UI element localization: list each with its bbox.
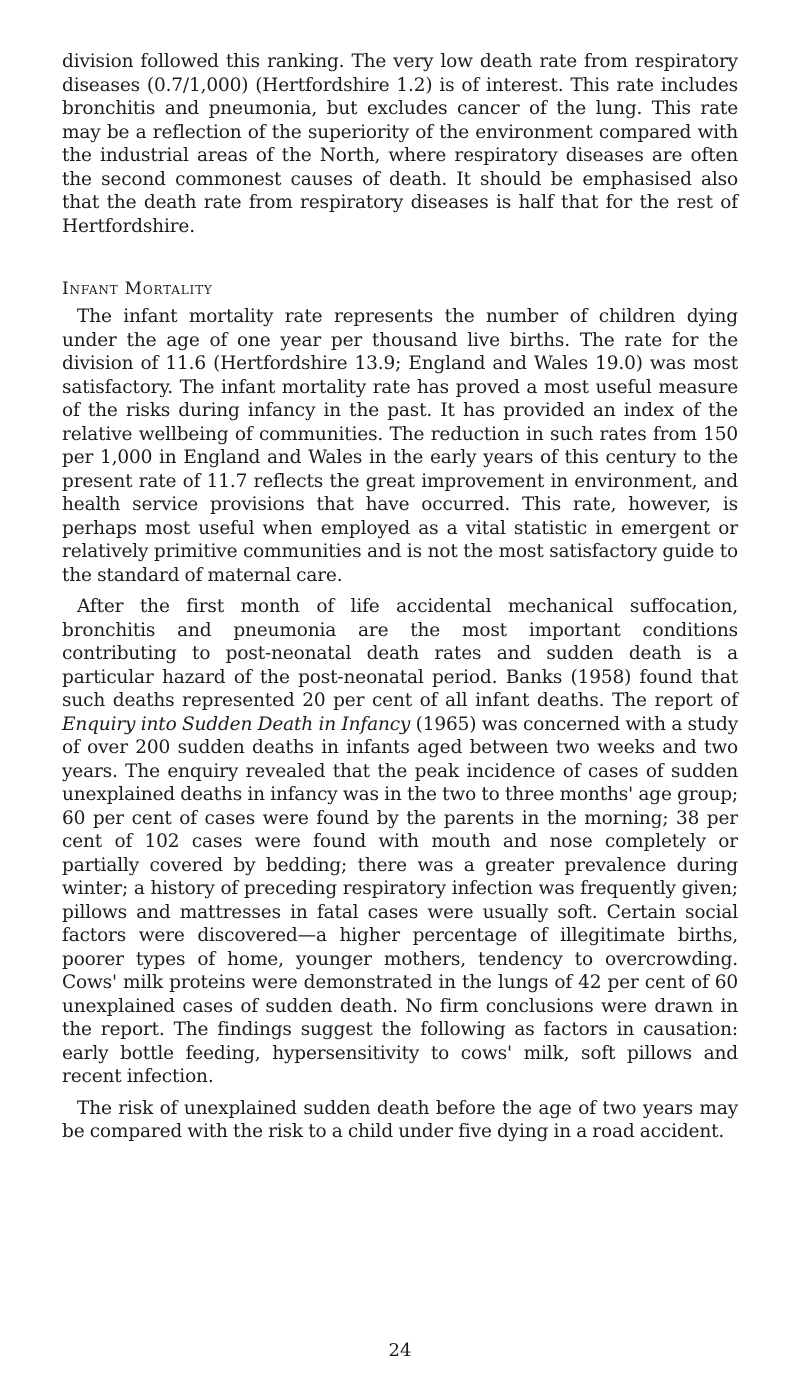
page-number: 24 bbox=[388, 1340, 412, 1361]
paragraph-infant-mortality: The infant mortality rate represents the number of children dying under the age of one year per thousand live births. The rate for the division of 11.6 (Hertfordshire 13.9; England and Wales 19.0) was most satisfactory. The infant mortality rate has proved a most useful measure of the risks during infancy in the past. It has provided an index of the relative wellbeing of communities. The reduction in such rates from 150 per 1,000 in England and Wales in the early years of this century to the present rate of 11.7 reflects the great improvement in environment, and health service provisions that have occurred. This rate, however, is perhaps most useful when employed as a vital statistic in emergent or relatively primitive communities and is not the most satisfactory guide to the standard of maternal care. bbox=[62, 306, 738, 586]
paragraph-risk-comparison: The risk of unexplained sudden death before the age of two years may be compared with the risk to a child under five dying in a road accident. bbox=[62, 1097, 738, 1142]
report-title: Enquiry into Sudden Death in Infancy bbox=[62, 713, 411, 735]
paragraph-respiratory: division followed this ranking. The very low death rate from respiratory diseases (0.7/1,000) (Hertfordshire 1.2) is of interest. This rate includes bronchitis and pneumonia, but excludes cancer of the lung. This rate may be a reflection of the superiority of the environment compared with the industrial areas of the North, where respiratory diseases are often the second commonest causes of death. It should be emphasised also that the death rate from respiratory diseases is half that for the rest of Hertfordshire. bbox=[62, 51, 738, 237]
paragraph-sudden-death bbox=[62, 595, 738, 1089]
section-heading-infant-mortality: Infant Mortality bbox=[62, 279, 213, 299]
sudden-death-text-b: (1965) was concerned with a study of over 200 sudden deaths in infants aged between two weeks and two years. The enquiry revealed that the peak incidence of cases of sudden unexplained deaths in infancy was in the two to three months' age group; 60 per cent of cases were found by the parents in the morning; 38 per cent of 102 cases were found with mouth and nose completely or partially covered by bedding; there was a greater prevalence during winter; a history of preceding respiratory infection was frequently given; pillows and mattresses in fatal cases were usually soft. Certain social factors were discovered—a higher percentage of illegitimate births, poorer types of home, younger mothers, tendency to overcrowding. Cows' milk proteins were demonstrated in the lungs of 42 per cent of 60 unexplained cases of sudden death. No firm conclusions were drawn in the report. The findings suggest the following as factors in causation: early bottle feeding, hypersensitivity to cows' milk, soft pillows and recent infection. bbox=[62, 713, 739, 1087]
sudden-death-text-a: After the first month of life accidental mechanical suffocation, bronchitis and pneumonia are the most important conditions contributing to post-neonatal death rates and sudden death is a particular hazard of the post-neonatal period. Banks (1958) found that such deaths represented 20 per cent of all infant deaths. The report of bbox=[62, 596, 738, 711]
